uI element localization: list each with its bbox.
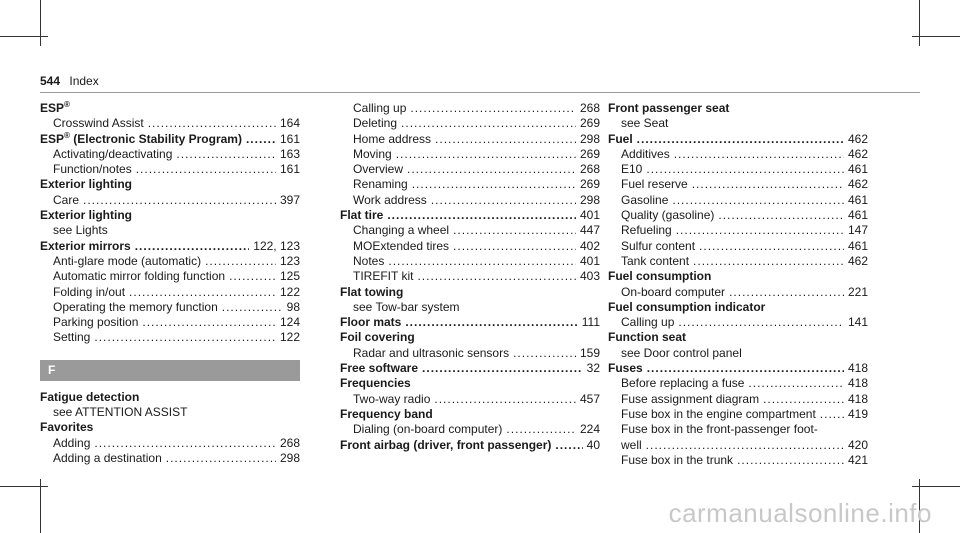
entry-text: Exterior lighting: [40, 208, 133, 223]
index-entry: [340, 285, 600, 300]
entry-text: Refueling: [621, 223, 672, 238]
page-title: Index: [69, 74, 99, 88]
page-reference[interactable]: 298: [579, 192, 600, 207]
index-subentry: [608, 422, 868, 437]
entry-text: Before replacing a fuse: [621, 376, 745, 391]
index-subentry: [40, 451, 300, 466]
index-entry: [608, 330, 868, 345]
index-subentry: [340, 116, 600, 131]
entry-text: see ATTENTION ASSIST: [53, 405, 188, 420]
entry-text: Free software: [340, 361, 419, 376]
entry-text: On-board computer: [621, 284, 726, 299]
entry-text: Notes: [353, 253, 385, 268]
page-reference[interactable]: 122: [279, 284, 300, 299]
dot-leader: [820, 407, 844, 422]
dot-leader: [176, 147, 276, 162]
index-subentry: [340, 101, 600, 116]
dot-leader: [148, 116, 276, 131]
entry-text: Fuel: [608, 131, 633, 146]
dot-leader: [222, 300, 283, 315]
entry-text: Overview: [353, 162, 404, 177]
entry-text: Activating/deactivating: [53, 146, 173, 161]
index-subentry: [340, 422, 600, 437]
index-subentry: [40, 269, 300, 284]
index-entry: [340, 376, 600, 391]
index-subentry: [40, 330, 300, 345]
entry-text: Work address: [353, 192, 427, 207]
index-subentry: [608, 254, 868, 269]
index-subentry: [40, 436, 300, 451]
dot-leader: [136, 162, 276, 177]
index-subentry: [608, 346, 868, 361]
index-subentry: [608, 239, 868, 254]
index-subentry: [608, 208, 868, 223]
page-reference[interactable]: 419: [847, 406, 868, 421]
index-subentry: [40, 162, 300, 177]
entry-text: Setting: [53, 330, 91, 345]
entry-text: Flat towing: [340, 284, 404, 299]
entry-text: Frequencies: [340, 376, 411, 391]
dot-leader: [506, 422, 576, 437]
page-reference[interactable]: 123: [279, 253, 300, 268]
page-header: [40, 74, 99, 88]
dot-leader: [637, 132, 844, 147]
entry-text: Adding a destination: [53, 450, 162, 465]
page-reference[interactable]: 224: [579, 422, 600, 437]
entry-text: see Lights: [53, 223, 108, 238]
index-subentry: [40, 300, 300, 315]
dot-leader: [396, 147, 576, 162]
index-entry: [608, 132, 868, 147]
entry-text: Fatigue detection: [40, 389, 140, 404]
page-reference[interactable]: 147: [847, 223, 868, 238]
entry-text: Calling up: [353, 101, 407, 115]
entry-text: Frequency band: [340, 406, 433, 421]
dot-leader: [692, 177, 844, 192]
crop-mark: [40, 479, 41, 533]
watermark: carmanualsonline.info: [668, 498, 932, 528]
index-column-3: [608, 101, 868, 468]
page-reference[interactable]: 111: [581, 315, 600, 330]
index-subentry: [340, 346, 600, 361]
dot-leader: [129, 285, 276, 300]
entry-text: well: [621, 437, 642, 452]
index-subentry: [608, 147, 868, 162]
entry-text: Deleting: [353, 116, 398, 131]
page-reference[interactable]: 462: [847, 253, 868, 268]
page-reference[interactable]: 420: [847, 437, 868, 452]
page-reference[interactable]: 268: [279, 435, 300, 450]
entry-text: E10: [621, 162, 643, 177]
entry-text: Fuel consumption indicator: [608, 299, 766, 314]
page-reference[interactable]: 164: [279, 116, 300, 131]
index-subentry: [608, 392, 868, 407]
page-reference[interactable]: 403: [579, 269, 600, 284]
dot-leader: [417, 269, 576, 284]
dot-leader: [737, 453, 844, 468]
index-entry: [340, 438, 600, 453]
index-subentry: [40, 223, 300, 238]
entry-text: Exterior mirrors: [40, 238, 131, 253]
page-reference[interactable]: 122: [279, 330, 300, 345]
index-entry: [40, 420, 300, 435]
index-subentry: [608, 438, 868, 453]
entry-text: Care: [53, 192, 80, 207]
entry-text: Additives: [621, 146, 670, 161]
index-subentry: [608, 285, 868, 300]
page-reference[interactable]: 141: [847, 315, 868, 330]
entry-text: Fuel consumption: [608, 269, 712, 284]
entry-text: Exterior lighting: [40, 177, 133, 192]
index-subentry: [340, 239, 600, 254]
page-reference[interactable]: 418: [847, 361, 868, 376]
dot-leader: [748, 376, 844, 391]
entry-text: Parking position: [53, 315, 139, 330]
entry-text: Fuses: [608, 361, 643, 376]
index-subentry: [608, 223, 868, 238]
entry-text: Two-way radio: [353, 391, 431, 406]
entry-text: Gasoline: [621, 192, 669, 207]
index-subentry: [40, 285, 300, 300]
entry-text: Fuse box in the trunk: [621, 452, 734, 467]
index-column-2: [340, 101, 600, 453]
dot-leader: [142, 315, 276, 330]
dot-leader: [729, 285, 844, 300]
page-reference[interactable]: 461: [847, 238, 868, 253]
dot-leader: [135, 239, 250, 254]
page-reference[interactable]: 298: [579, 131, 600, 146]
entry-text: Front airbag (driver, front passenger): [340, 437, 552, 452]
page-reference[interactable]: 269: [579, 146, 600, 161]
entry-text: Dialing (on-board computer): [353, 422, 503, 437]
dot-leader: [412, 177, 576, 192]
page-reference[interactable]: 98: [286, 299, 300, 314]
index-subentry: [40, 315, 300, 330]
index-subentry: [340, 223, 600, 238]
index-subentry: [40, 405, 300, 420]
index-subentry: [40, 254, 300, 269]
dot-leader: [410, 101, 576, 116]
dot-leader: [555, 438, 582, 453]
index-subentry: [608, 177, 868, 192]
dot-leader: [718, 208, 844, 223]
entry-text: Fuel reserve: [621, 177, 688, 192]
index-subentry: [340, 162, 600, 177]
dot-leader: [678, 315, 844, 330]
page-reference[interactable]: 461: [847, 162, 868, 177]
entry-text: Favorites: [40, 420, 94, 435]
page-reference[interactable]: 161: [279, 131, 300, 146]
index-subentry: [608, 453, 868, 468]
dot-leader: [405, 315, 577, 330]
entry-text: Function/notes: [53, 162, 132, 177]
dot-leader: [646, 162, 844, 177]
dot-leader: [388, 254, 576, 269]
index-subentry: [40, 147, 300, 162]
entry-text: Operating the memory function: [53, 299, 218, 314]
index-entry: [40, 132, 300, 147]
dot-leader: [205, 254, 276, 269]
header-rule: [40, 92, 920, 93]
entry-text: Calling up: [621, 315, 675, 330]
index-subentry: [340, 193, 600, 208]
page-reference[interactable]: 462: [847, 131, 868, 146]
entry-text: Foil covering: [340, 330, 415, 345]
index-subentry: [340, 147, 600, 162]
index-entry: [40, 208, 300, 223]
index-subentry: [340, 300, 600, 315]
entry-text: see Door control panel: [621, 345, 742, 360]
dot-leader: [435, 132, 576, 147]
entry-text: Fuse box in the front-passenger foot-: [621, 422, 818, 437]
page-number: 544: [40, 74, 61, 88]
index-entry: [40, 177, 300, 192]
page-reference[interactable]: 124: [279, 315, 300, 330]
entry-text: Fuse assignment diagram: [621, 391, 760, 406]
index-entry: [340, 407, 600, 422]
index-entry: [340, 315, 600, 330]
entry-text: Changing a wheel: [353, 223, 450, 238]
dot-leader: [453, 239, 576, 254]
index-letter-heading: F: [40, 360, 300, 381]
index-subentry: [340, 132, 600, 147]
page-reference[interactable]: 159: [579, 345, 600, 360]
crop-mark: [919, 0, 920, 46]
dot-leader: [94, 436, 276, 451]
page-reference[interactable]: 462: [847, 177, 868, 192]
entry-text: Automatic mirror folding function: [53, 269, 226, 284]
index-subentry: [40, 193, 300, 208]
index-entry: [608, 300, 868, 315]
dot-leader: [763, 392, 844, 407]
dot-leader: [83, 193, 276, 208]
page-reference[interactable]: 32: [586, 361, 600, 376]
dot-leader: [699, 239, 844, 254]
crop-mark: [40, 0, 41, 46]
page-reference[interactable]: 268: [579, 162, 600, 177]
dot-leader: [431, 193, 576, 208]
dot-leader: [513, 346, 576, 361]
entry-text: see Seat: [621, 116, 669, 131]
index-entry: [608, 361, 868, 376]
index-entry: [340, 208, 600, 223]
dot-leader: [434, 392, 576, 407]
dot-leader: [646, 438, 844, 453]
index-column-1: [40, 101, 300, 466]
dot-leader: [407, 162, 576, 177]
index-subentry: [40, 116, 300, 131]
page-reference[interactable]: 40: [586, 437, 600, 452]
index-entry: [40, 239, 300, 254]
dot-leader: [387, 208, 576, 223]
entry-text: Quality (gasoline): [621, 208, 715, 223]
index-entry: [608, 269, 868, 284]
page-reference[interactable]: 125: [279, 269, 300, 284]
page-reference[interactable]: 269: [579, 116, 600, 131]
entry-text: Fuse box in the engine compartment: [621, 406, 816, 421]
entry-text: Tank content: [621, 253, 690, 268]
entry-text: Home address: [353, 131, 432, 146]
index-subentry: [608, 407, 868, 422]
dot-leader: [674, 147, 844, 162]
index-subentry: [340, 392, 600, 407]
page-reference[interactable]: 418: [847, 391, 868, 406]
entry-text: Moving: [353, 146, 392, 161]
page-reference[interactable]: 163: [279, 146, 300, 161]
index-entry: [40, 390, 300, 405]
index-entry: [608, 101, 868, 116]
page-reference[interactable]: 461: [847, 192, 868, 207]
entry-text: Renaming: [353, 177, 408, 192]
index-entry: [40, 101, 300, 116]
index-entry: [340, 330, 600, 345]
entry-text: Adding: [53, 435, 91, 450]
index-subentry: [608, 116, 868, 131]
page-reference[interactable]: 457: [579, 391, 600, 406]
entry-text: Sulfur content: [621, 238, 696, 253]
dot-leader: [693, 254, 844, 269]
entry-text: Anti-glare mode (automatic): [53, 253, 202, 268]
page-reference[interactable]: 221: [847, 284, 868, 299]
page-reference[interactable]: 402: [579, 238, 600, 253]
index-subentry: [340, 269, 600, 284]
page-reference[interactable]: 401: [579, 208, 600, 223]
entry-text: Floor mats: [340, 315, 402, 330]
entry-text: see Tow-bar system: [353, 299, 460, 314]
index-subentry: [608, 315, 868, 330]
entry-text: MOExtended tires: [353, 238, 450, 253]
dot-leader: [166, 451, 276, 466]
page-reference[interactable]: 418: [847, 376, 868, 391]
entry-text: Front passenger seat: [608, 101, 730, 115]
dot-leader: [672, 193, 844, 208]
page-reference[interactable]: 461: [847, 208, 868, 223]
entry-text: Flat tire: [340, 208, 384, 223]
dot-leader: [676, 223, 844, 238]
page-reference[interactable]: 421: [847, 452, 868, 467]
entry-text: Folding in/out: [53, 284, 126, 299]
index-subentry: [608, 193, 868, 208]
index-subentry: [340, 177, 600, 192]
index-subentry: [340, 254, 600, 269]
dot-leader: [422, 361, 583, 376]
entry-text: ESP® (Electronic Stability Program): [40, 130, 242, 146]
dot-leader: [401, 116, 576, 131]
dot-leader: [453, 223, 576, 238]
page-reference[interactable]: 462: [847, 146, 868, 161]
index-subentry: [608, 376, 868, 391]
entry-text: Radar and ultrasonic sensors: [353, 345, 510, 360]
entry-text: Crosswind Assist: [53, 116, 144, 131]
dot-leader: [246, 132, 276, 147]
dot-leader: [229, 269, 276, 284]
page-reference[interactable]: 122, 123: [253, 238, 300, 253]
entry-text: ESP®: [40, 100, 70, 115]
entry-text: Function seat: [608, 330, 687, 345]
page-reference[interactable]: 298: [279, 450, 300, 465]
dot-leader: [94, 330, 276, 345]
page-reference[interactable]: 397: [279, 192, 300, 207]
page-reference[interactable]: 401: [579, 253, 600, 268]
entry-text: TIREFIT kit: [353, 269, 414, 284]
page-reference[interactable]: 161: [279, 162, 300, 177]
index-entry: [340, 361, 600, 376]
page-reference[interactable]: 269: [579, 177, 600, 192]
page-reference[interactable]: 268: [579, 101, 600, 115]
index-subentry: [608, 162, 868, 177]
dot-leader: [647, 361, 844, 376]
page-reference[interactable]: 447: [579, 223, 600, 238]
